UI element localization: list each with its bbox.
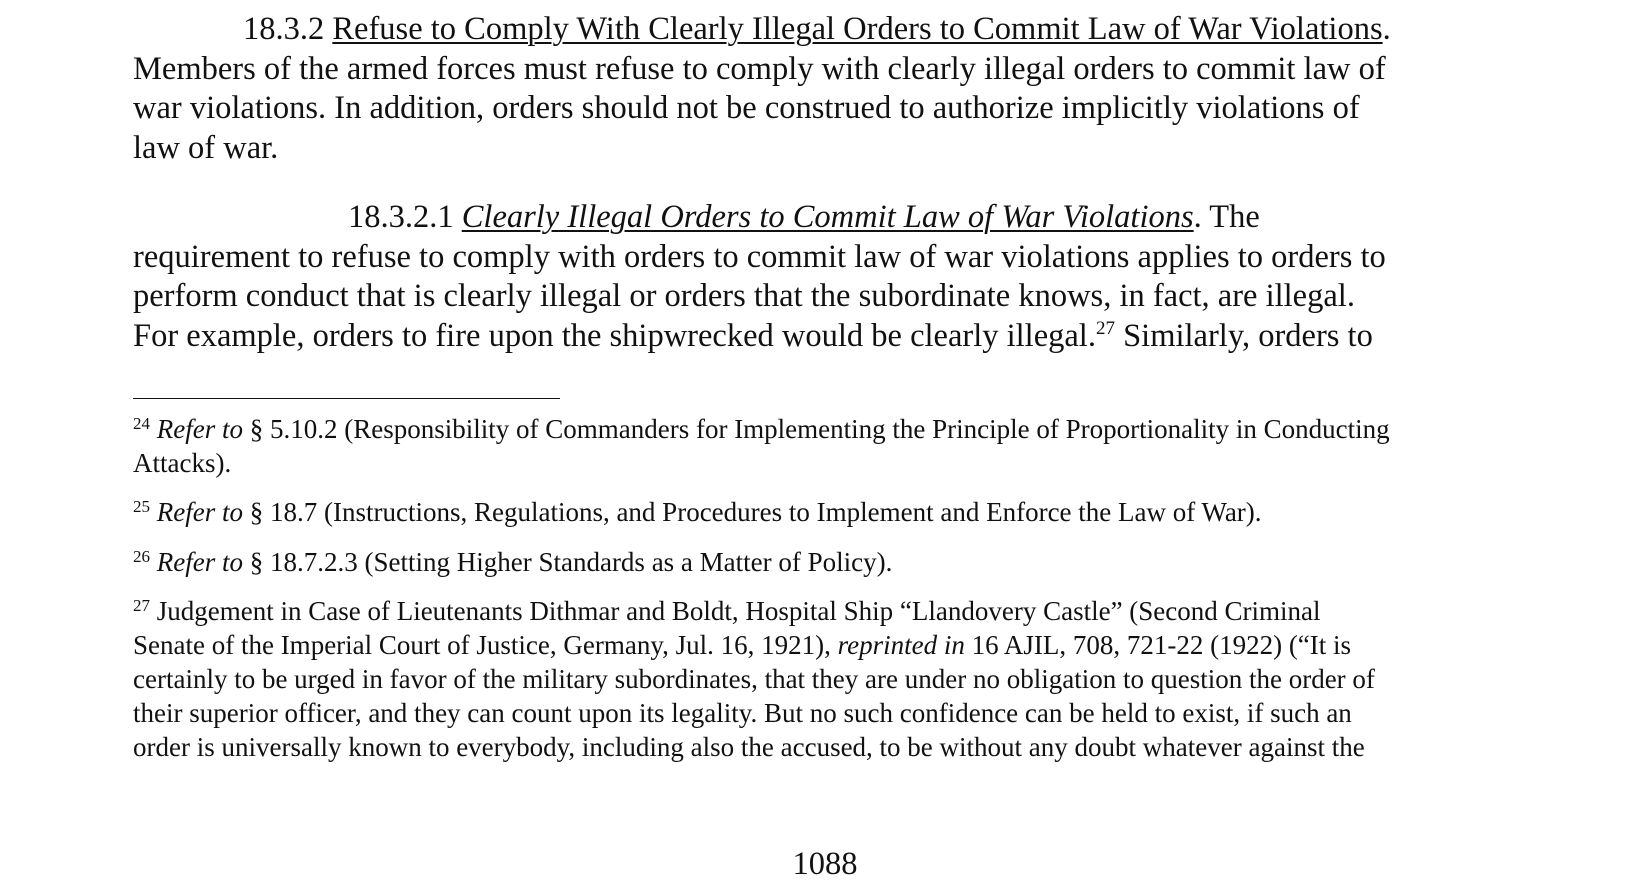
footnote-italic-text: reprinted in xyxy=(837,630,965,660)
footnote-text: Judgement in Case of Lieutenants Dithmar and Boldt, Hospital Ship “Llandovery Castle” (Second Criminal xyxy=(150,596,1321,626)
section-number: 18.3.2 xyxy=(243,11,325,47)
footnote-line xyxy=(133,412,1533,446)
footnote-separator xyxy=(133,398,560,399)
footnote-marker: 27 xyxy=(133,596,150,615)
footnote-signal: Refer to xyxy=(156,497,243,527)
section-18-3-2-1 xyxy=(133,198,1533,356)
footnote-text: § 18.7 (Instructions, Regulations, and Procedures to Implement and Enforce the Law of War). xyxy=(242,497,1262,527)
body-text-line: perform conduct that is clearly illegal or orders that the subordinate knows, in fact, are illegal. xyxy=(133,278,1355,314)
footnote-signal: Refer to xyxy=(156,547,243,577)
section-18-3-2 xyxy=(133,10,1533,168)
body-text-fragment: Similarly, orders to xyxy=(1114,317,1373,354)
footnote-27 xyxy=(133,594,1533,764)
footnote-text: § 18.7.2.3 (Setting Higher Standards as a Matter of Policy). xyxy=(242,547,893,577)
footnote-line xyxy=(133,594,1533,628)
footnote-line xyxy=(133,495,1533,529)
footnote-line: their superior officer, and they can count upon its legality. But no such confidence can be held to exist, if such an xyxy=(133,698,1352,728)
footnote-marker: 24 xyxy=(133,414,150,433)
footnote-reference-27[interactable]: 27 xyxy=(1095,317,1115,339)
footnote-text: § 5.10.2 (Responsibility of Commanders for Implementing the Principle of Proportionality in Conducting xyxy=(242,414,1390,444)
footnote-line: order is universally known to everybody, including also the accused, to be without any doubt whatever against the xyxy=(133,732,1365,762)
footnote-marker: 26 xyxy=(133,547,150,566)
footnote-line: certainly to be urged in favor of the military subordinates, that they are under no obligation to question the order of xyxy=(133,664,1375,694)
body-text-line: law of war. xyxy=(133,129,279,166)
footnote-25 xyxy=(133,495,1533,529)
body-text-line: war violations. In addition, orders should not be construed to authorize implicitly violations of xyxy=(133,90,1360,126)
footnote-26 xyxy=(133,545,1533,579)
body-text-line xyxy=(133,317,1533,357)
footnote-line: Attacks). xyxy=(133,448,232,478)
body-text-fragment: For example, orders to fire upon the shipwrecked would be clearly illegal. xyxy=(133,317,1096,354)
section-18-3-2-heading-line xyxy=(133,10,1533,50)
section-18-3-2-1-heading-line xyxy=(133,198,1533,238)
body-text-line: requirement to refuse to comply with orders to commit law of war violations applies to orders to xyxy=(133,238,1386,275)
page-number: 1088 xyxy=(792,846,858,882)
footnote-marker: 25 xyxy=(133,497,150,516)
footnote-line xyxy=(133,628,1533,662)
footnote-24 xyxy=(133,412,1533,480)
subsection-heading: Clearly Illegal Orders to Commit Law of War Violations xyxy=(461,199,1194,235)
section-heading: Refuse to Comply With Clearly Illegal Orders to Commit Law of War Violations xyxy=(332,11,1383,47)
footnote-signal: Refer to xyxy=(156,414,243,444)
subsection-number: 18.3.2.1 xyxy=(348,199,454,235)
subsection-heading-end: . The xyxy=(1193,199,1260,235)
body-text-line: Members of the armed forces must refuse to comply with clearly illegal orders to commit law of xyxy=(133,50,1386,87)
section-heading-end: . xyxy=(1382,11,1391,47)
footnote-text: Senate of the Imperial Court of Justice, Germany, Jul. 16, 1921), xyxy=(133,630,838,660)
footnote-text: 16 AJIL, 708, 721-22 (1922) (“It is xyxy=(964,630,1352,660)
footnote-line xyxy=(133,545,1533,579)
